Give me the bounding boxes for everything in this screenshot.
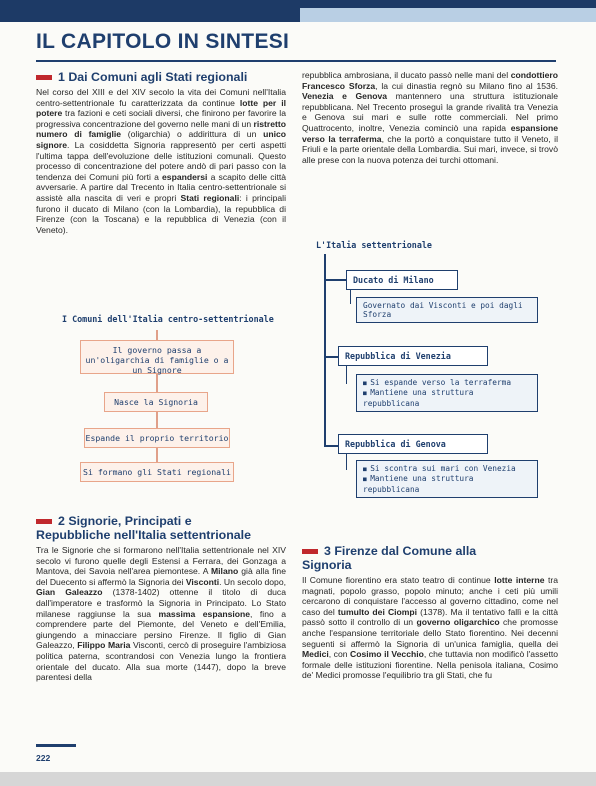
bold-term: Milano xyxy=(211,566,239,577)
section-1-text: Nel corso del XIII e del XIV secolo la vita dei Comuni nell'Italia centro-settentrionale fu caratterizzata da continue lotte per il potere tra fazioni e ceti sociali diversi, che finirono per favorire la progressiva concentrazione del governo nelle mani di un ristretto numero di famiglie (oligarchia) o addirittura di un unico signore. La cosiddetta Signoria rappresentò per certi aspetti l'ultima tappa dell'evoluzione delle istituzioni comunali. Questo processo di concentrazione del potere andò di pari passo con la tendenza dei Comuni più forti a espandersi a scapito delle città avversarie. A partire dal Trecento in Italia centro-settentrionale si assistè alla nascita di veri e propri Stati regionali: i principali furono il ducato di Milano (con la Lombardia), la repubblica di Firenze (con la Toscana) e la repubblica di Venezia (con il Veneto). xyxy=(36,87,287,235)
venezia-detail-item: ■ Si espande verso la terraferma xyxy=(363,378,531,388)
ducato-milano-box: Ducato di Milano xyxy=(346,270,458,290)
bold-term: Gian Galeazzo xyxy=(36,587,103,598)
section-marker-icon xyxy=(36,519,52,524)
section-2-text: Tra le Signorie che si formarono nell'Italia settentrionale nel XIV secolo vi furono quelle degli Estensi a Ferrara, dei Gonzaga a Mantova, dei Savoia nell'area piemontese. A Milano già alla fine del Duecento si affermò la Signoria dei Visconti. Un secolo dopo, Gian Galeazzo (1378-1402) ottenne il titolo di duca dall'imperatore e trasformò la Signoria in Principato. Lo Stato milanese raggiunse la sua massima espansione, fino a comprendere parte del Piemonte, del Veneto e dell'Emilia, giungendo a minacciare persino Firenze. Il figlio di Gian Galeazzo, Filippo Maria Visconti, cercò di proseguire l'ambiziosa politica paterna, scontrandosi con Venezia lungo la frontiera orientale del ducato. Alla sua morte (1447), dopo la breve parentesi della xyxy=(36,545,287,683)
bold-term: espansione verso la terraferma xyxy=(302,122,558,144)
milano-detail: Governato dai Visconti e poi dagli Sforza xyxy=(356,297,538,323)
repubblica-venezia-box: Repubblica di Venezia xyxy=(338,346,488,366)
genova-detail-item: ■ Si scontra sui mari con Venezia xyxy=(363,464,531,474)
diagram-step: Nasce la Signoria xyxy=(104,392,208,412)
bold-term: lotte per il potere xyxy=(36,97,286,119)
page-title: IL CAPITOLO IN SINTESI xyxy=(36,30,290,53)
genova-detail-item: ■ Mantiene una struttura repubblicana xyxy=(363,474,531,494)
bottom-shadow xyxy=(0,772,596,786)
venezia-detail xyxy=(356,374,538,412)
page-number: 222 xyxy=(36,753,51,763)
diagram-right-title: L'Italia settentrionale xyxy=(316,240,432,250)
bold-term: unico signore xyxy=(36,129,287,150)
diagram-left-title: I Comuni dell'Italia centro-settentrionale xyxy=(62,314,274,324)
diagram-step: Il governo passa a un'oligarchia di famiglie o a un Signore xyxy=(80,340,234,374)
bold-term: Medici xyxy=(302,649,329,660)
repubblica-genova-box: Repubblica di Genova xyxy=(338,434,488,454)
venezia-detail-item: ■ Mantiene una struttura repubblicana xyxy=(363,388,531,408)
bold-term: tumulto dei Ciompi xyxy=(337,606,418,617)
title-rule xyxy=(36,60,556,62)
bold-term: condottiero Francesco Sforza xyxy=(302,70,558,91)
bold-term: Stati regionali xyxy=(180,192,240,203)
section-3 xyxy=(302,544,558,681)
top-band-accent xyxy=(300,8,596,22)
bold-term: lotte interne xyxy=(494,575,545,585)
bold-term: governo oligarchico xyxy=(416,617,500,628)
section-marker-icon xyxy=(302,549,318,554)
bold-term: massima espansione xyxy=(158,608,251,619)
section-2-heading: 2 Signorie, Principati e Repubbliche nell'Italia settentrionale xyxy=(36,514,252,542)
bold-term: espandersi xyxy=(162,171,208,182)
section-3-heading: 3 Firenze dal Comune alla Signoria xyxy=(302,544,477,572)
section-3-text: Il Comune fiorentino era stato teatro di continue lotte interne tra magnati, popolo grasso, popolo minuto; anche i ceti più umili cercarono di conquistare l'accesso al governo cittadino, come nel caso del tumulto dei Ciompi (1378). Ma il tentativo fallì e la città passò sotto il controllo di un governo oligarchico che promosse anche l'espansione territoriale dello Stato fiorentino. Nei decenni seguenti si affermò la Signoria di un'unica famiglia, quella dei Medici, con Cosimo il Vecchio, che tuttavia non modificò l'assetto formale delle istituzioni fiorentine. Nella penisola italiana, Cosimo de' Medici promosse l'equilibrio tra gli Stati, che fu xyxy=(302,575,559,681)
section-1-right xyxy=(302,70,558,165)
bold-term: Filippo Maria xyxy=(77,640,131,651)
bold-term: Cosimo il Vecchio xyxy=(350,649,424,660)
bold-term: Visconti xyxy=(185,576,220,587)
diagram-step: Espande il proprio territorio xyxy=(84,428,230,448)
genova-detail xyxy=(356,460,538,498)
bold-term: ristretto numero di famiglie xyxy=(36,118,286,140)
bold-term: Venezia e Genova xyxy=(302,91,388,102)
section-2 xyxy=(36,514,286,683)
page-number-rule xyxy=(36,744,76,747)
section-marker-icon xyxy=(36,75,52,80)
section-1-text-continued: repubblica ambrosiana, il ducato passò nelle mani del condottiero Francesco Sforza, la cui dinastia regnò su Milano fino al 1536. Venezia e Genova mantennero una struttura istituzionale repubblicana. Nel Trecento proseguì la grande rivalità tra Venezia e Genova sui mari e sulle rotte commerciali. Nel primo Quattrocento, inoltre, Venezia cominciò una rapida espansione verso la terraferma, che la portò a conquistare tutto il Veneto, il Friuli e la parte orientale della Lombardia. Sui mari, invece, si trovò alle prese con la nuova potenza dei turchi ottomani. xyxy=(302,70,559,165)
section-1-left xyxy=(36,70,286,235)
section-1-heading: 1 Dai Comuni agli Stati regionali xyxy=(36,70,286,84)
diagram-step: Si formano gli Stati regionali xyxy=(80,462,234,482)
